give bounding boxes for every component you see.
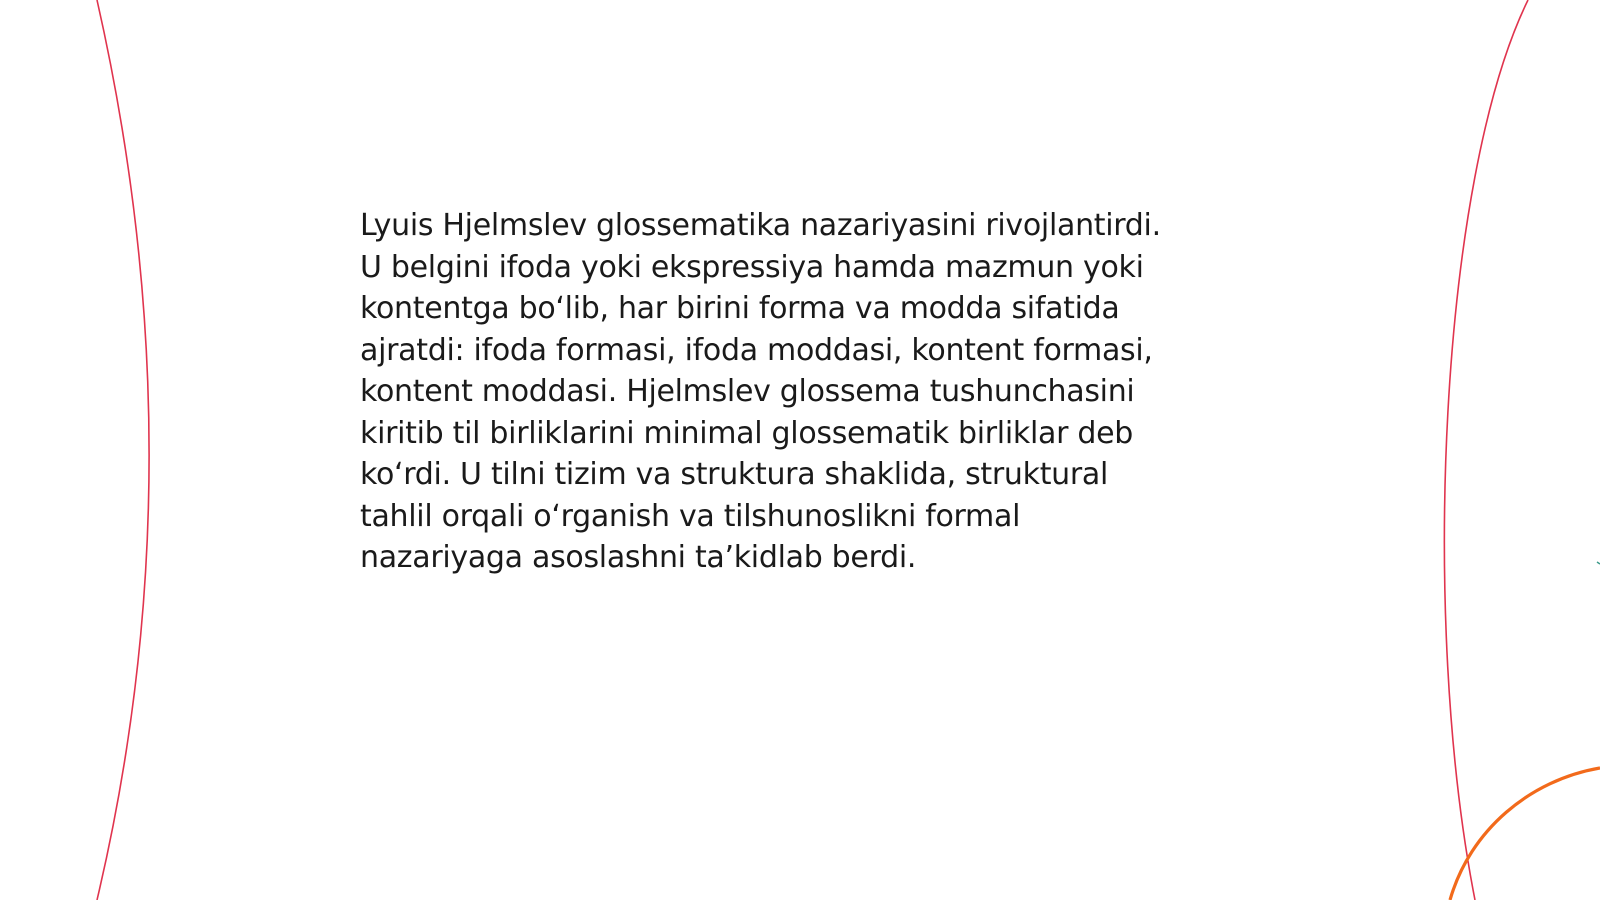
left-curve-decoration — [97, 0, 149, 900]
paragraph-line: kontent moddasi. Hjelmslev glossema tushunchasini — [360, 374, 1135, 409]
paragraph-line: ajratdi: ifoda formasi, ifoda moddasi, kontent formasi, — [360, 332, 1153, 368]
paragraph-line: ko‘rdi. U tilni tizim va struktura shaklida, struktural — [360, 457, 1109, 492]
body-paragraph — [360, 205, 1260, 579]
paragraph-line: kiritib til birliklarini minimal glossematik birliklar deb — [360, 415, 1133, 451]
right-curve-decoration — [1444, 0, 1528, 900]
paragraph-line: Lyuis Hjelmslev glossematika nazariyasini rivojlantirdi. — [360, 208, 1161, 243]
paragraph-line: nazariyaga asoslashni ta’kidlab berdi. — [360, 540, 917, 575]
paragraph-line: U belgini ifoda yoki ekspressiya hamda mazmun yoki — [360, 249, 1144, 285]
paragraph-line: kontentga bo‘lib, har birini forma va modda sifatida — [360, 291, 1120, 326]
orange-circle-decoration — [1450, 768, 1600, 900]
paragraph-line: tahlil orqali o‘rganish va tilshunoslikni formal — [360, 498, 1021, 534]
